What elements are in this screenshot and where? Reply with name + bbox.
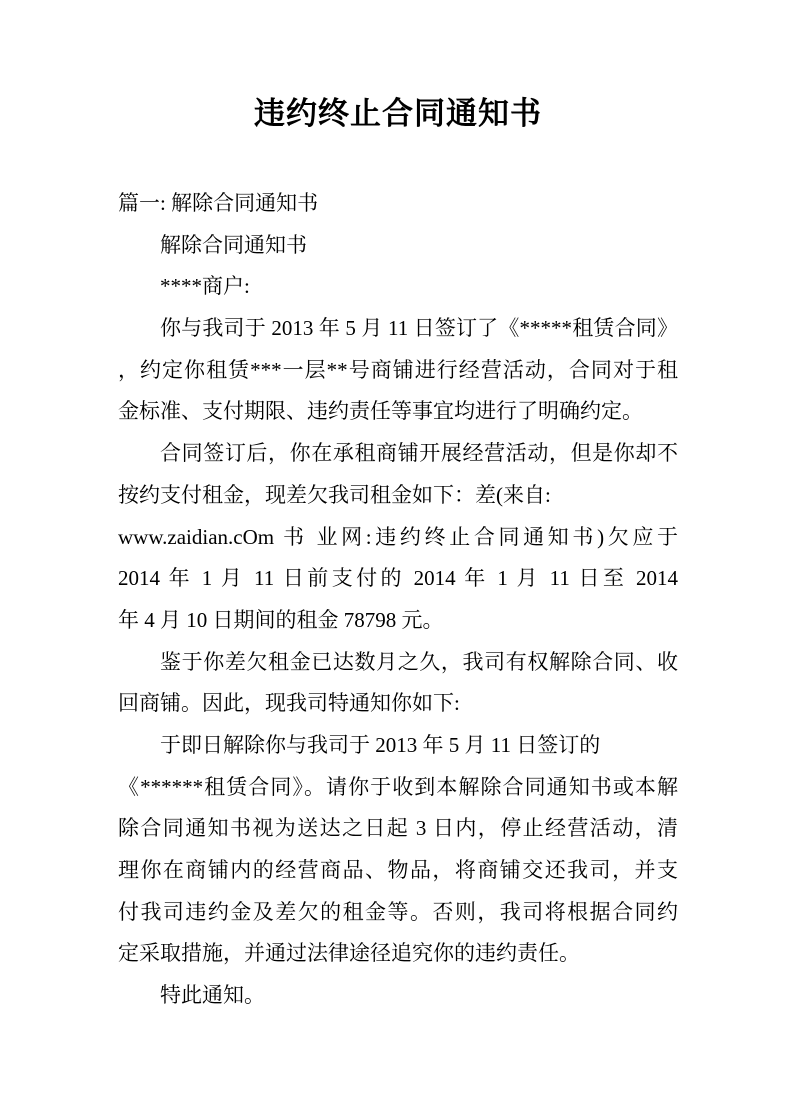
text-line: 年 4 月 10 日期间的租金 78798 元。 [118,607,444,632]
text-line: 按约支付租金，现差欠我司租金如下：差(来自: [118,482,551,507]
text-line: 合同签订后，你在承租商铺开展经营活动，但是你却不 [160,441,678,466]
text-line: 解除合同通知书 [160,232,307,257]
document-body [118,183,678,1017]
text-line: 定采取措施，并通过法律途径追究你的违约责任。 [118,941,580,966]
text-line: www.zaidian.cOm 书 业网:违约终止合同通知书)欠应于 [118,524,678,549]
text-line: 金标准、支付期限、违约责任等事宜均进行了明确约定。 [118,399,643,424]
text-line: 2014 年 1 月 11 日前支付的 2014 年 1 月 11 日至 2014 [118,566,678,591]
text-line: 你与我司于 2013 年 5 月 11 日签订了《*****租赁合同》 [160,316,678,341]
document-title: 违约终止合同通知书 [254,96,542,131]
text-line: 《******租赁合同》。请你于收到本解除合同通知书或本解 [118,774,678,799]
text-line: 理你在商铺内的经营商品、物品，将商铺交还我司，并支 [118,858,678,882]
text-line: 除合同通知书视为送达之日起 3 日内，停止经营活动，清 [118,816,678,841]
text-line: 于即日解除你与我司于 2013 年 5 月 11 日签订的 [160,732,601,757]
text-line: 鉴于你差欠租金已达数月之久，我司有权解除合同、收 [160,649,678,674]
text-line: ****商户: [160,274,250,299]
text-line: 付我司违约金及差欠的租金等。否则，我司将根据合同约 [118,899,678,924]
text-line: 回商铺。因此，现我司特通知你如下: [118,691,460,716]
text-line: 特此通知。 [160,983,265,1008]
text-line: 篇一: 解除合同通知书 [118,191,319,215]
text-line: ，约定你租赁***一层**号商铺进行经营活动，合同对于租 [118,357,678,382]
